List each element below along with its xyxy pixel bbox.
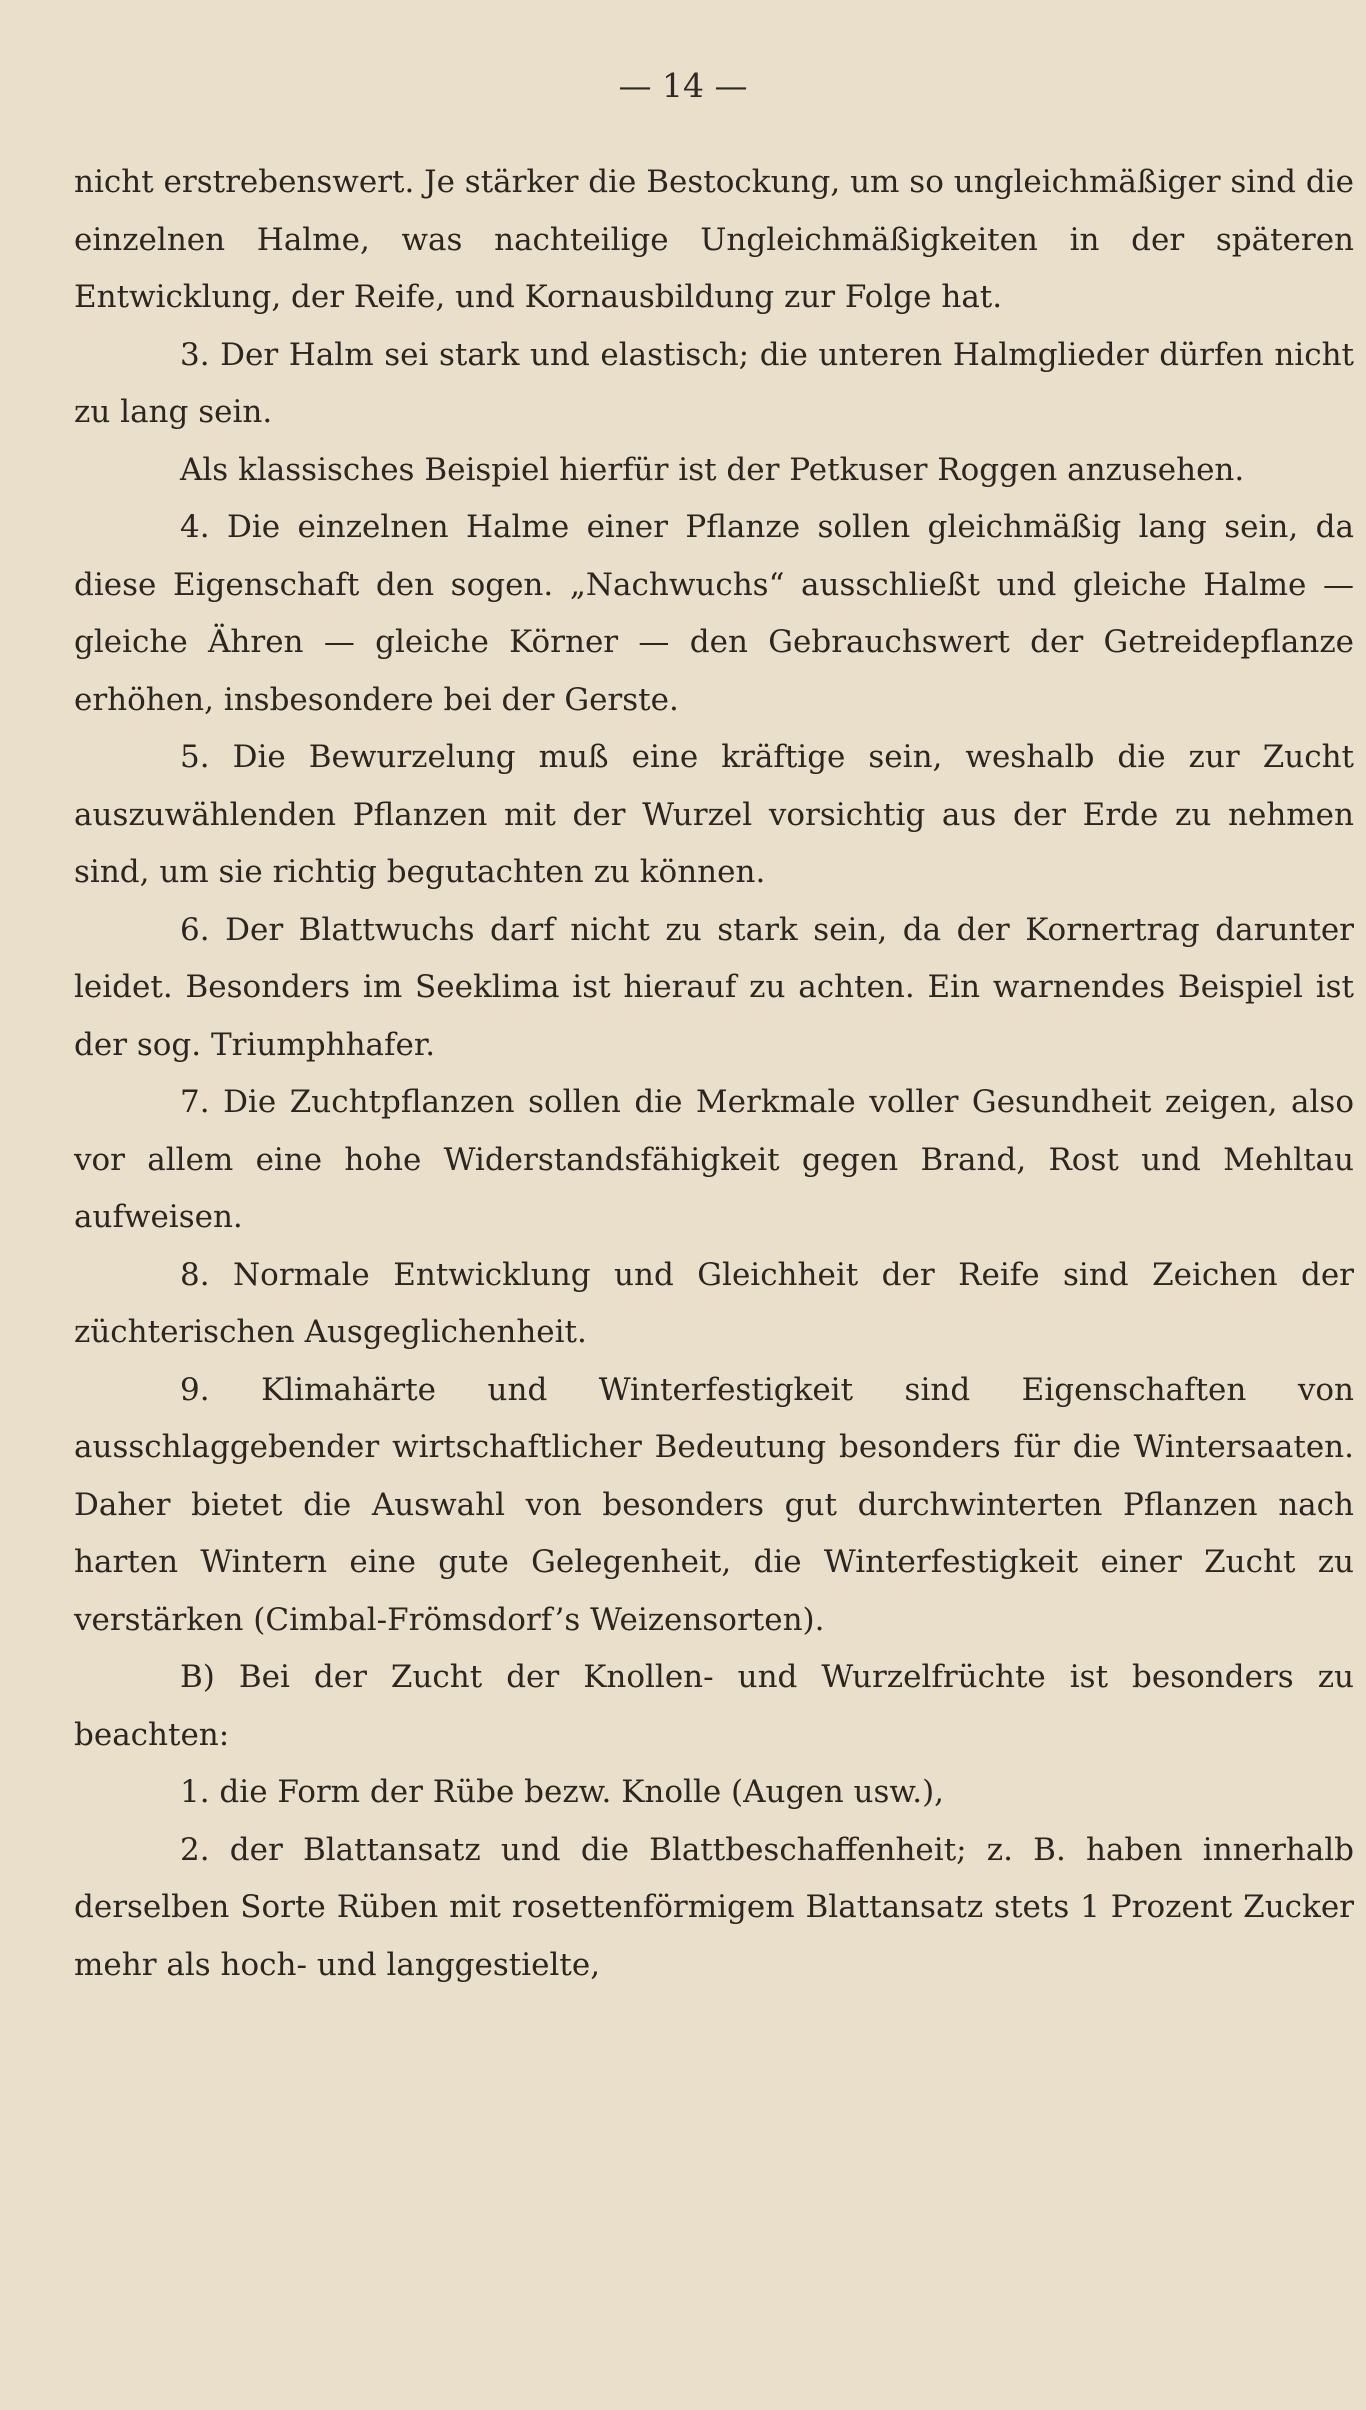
paragraph-b-item-1: 1. die Form der Rübe bezw. Knolle (Augen usw.), bbox=[180, 1774, 945, 1810]
body-text bbox=[74, 154, 1354, 1994]
paragraph-item-5: 5. Die Bewurzelung muß eine kräftige sein, weshalb die zur Zucht auszuwählenden Pflanzen mit der Wurzel vorsichtig aus der Erde zu nehmen sind, um sie richtig begutachten zu können. bbox=[74, 739, 1354, 890]
paragraph-item-7: 7. Die Zuchtpflanzen sollen die Merkmale voller Gesundheit zeigen, also vor allem eine hohe Widerstandsfähigkeit gegen Brand, Rost und Mehltau aufweisen. bbox=[74, 1084, 1354, 1235]
paragraph-item-4: 4. Die einzelnen Halme einer Pflanze sollen gleichmäßig lang sein, da diese Eigenschaft den sogen. „Nachwuchs“ ausschließt und gleiche Halme — gleiche Ähren — gleiche Körner — den Gebrauchswert der Getreidepflanze erhöhen, insbesondere bei der Gerste. bbox=[74, 509, 1354, 718]
paragraph-continuation: nicht erstrebenswert. Je stärker die Bestockung, um so ungleichmäßiger sind die einzelnen Halme, was nachteilige Ungleichmäßigkeiten in der späteren Entwicklung, der Reife, und Kornausbildung zur Folge hat. bbox=[74, 164, 1354, 315]
paragraph-b-item-2: 2. der Blattansatz und die Blattbeschaffenheit; z. B. haben innerhalb derselben Sorte Rüben mit rosettenförmigem Blattansatz stets 1 Prozent Zucker mehr als hoch- und langgestielte, bbox=[74, 1831, 1354, 1983]
paragraph-item-3: 3. Der Halm sei stark und elastisch; die unteren Halmglieder dürfen nicht zu lang sein. bbox=[74, 336, 1354, 430]
paragraph-item-8: 8. Normale Entwicklung und Gleichheit der Reife sind Zeichen der züchterischen Ausgeglichenheit. bbox=[74, 1256, 1354, 1350]
page-number: — 14 — bbox=[618, 66, 748, 105]
paragraph-item-9: 9. Klimahärte und Winterfestigkeit sind Eigenschaften von ausschlaggebender wirtschaftlicher Bedeutung besonders für die Wintersaaten. Daher bietet die Auswahl von besonders gut durchwinterten Pflanzen nach harten Wintern eine gute Gelegenheit, die Winterfestigkeit einer Zucht zu verstärken (Cimbal-Frömsdorf’s Weizensorten). bbox=[74, 1371, 1354, 1638]
paragraph-item-6: 6. Der Blattwuchs darf nicht zu stark sein, da der Kornertrag darunter leidet. Besonders im Seeklima ist hierauf zu achten. Ein warnendes Beispiel ist der sog. Triumphhafer. bbox=[74, 911, 1354, 1063]
paragraph-example: Als klassisches Beispiel hierfür ist der Petkuser Roggen anzusehen. bbox=[180, 451, 1245, 488]
paragraph-section-b: B) Bei der Zucht der Knollen- und Wurzelfrüchte ist besonders zu beachten: bbox=[74, 1659, 1354, 1753]
